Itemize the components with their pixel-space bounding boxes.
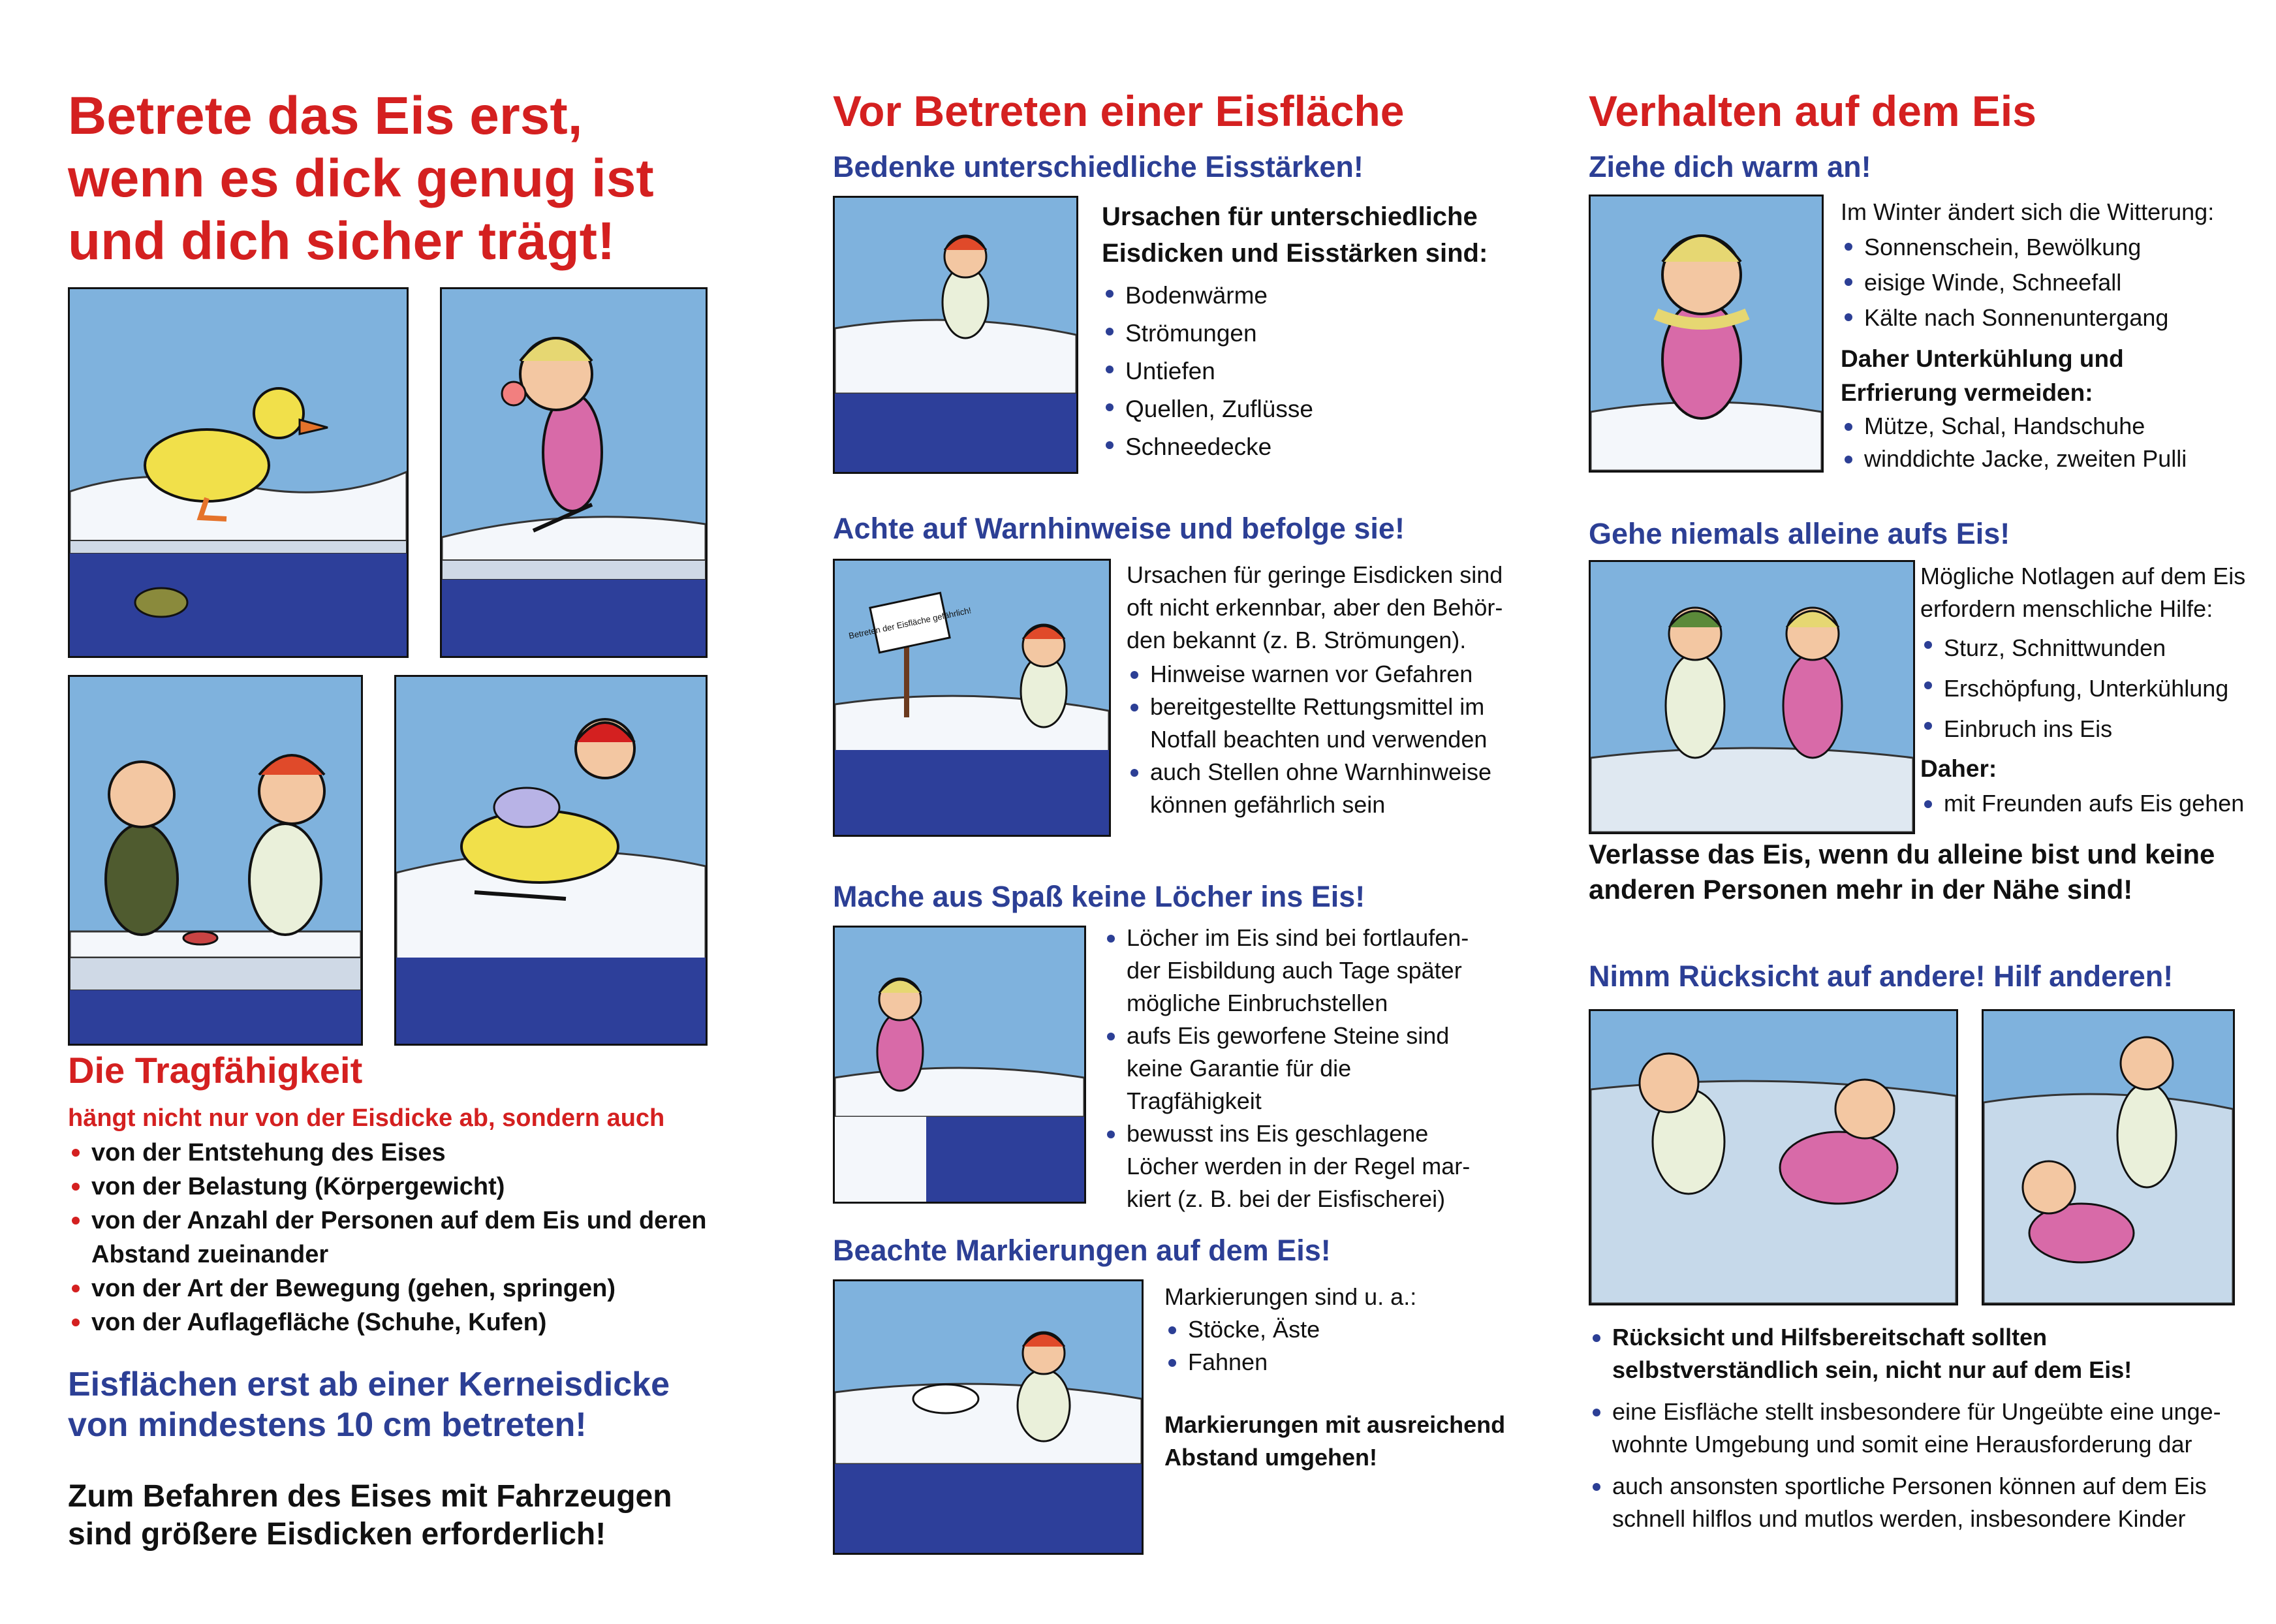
list-item: Untiefen [1102, 352, 1467, 390]
section-heading-warm-anziehen: Ziehe dich warm an! [1589, 150, 1871, 183]
list-item: aufs Eis geworfene Steine sind keine Garantie für die Tragfähigkeit [1103, 1020, 1486, 1117]
headline-line-2: wenn es dick genug ist [68, 149, 654, 208]
warning-sign-text: Betreten der Eisfläche gefährlich! [847, 605, 973, 641]
list-item: Schneedecke [1102, 428, 1467, 466]
thickness-note-line-1: Eisflächen erst ab einer Kerneisdicke [68, 1366, 670, 1403]
list-item: eisige Winde, Schneefall [1841, 265, 2232, 300]
list-item: eine Eisfläche stellt insbesondere für Ungeübte eine unge-wohnte Umgebung und somit eine Herausforderung dar [1589, 1396, 2241, 1461]
illustration-boy-on-ice-edge [833, 196, 1078, 474]
alleine-list [1920, 628, 2247, 749]
alleine-lead-line-2: erfordern menschliche Hilfe: [1920, 595, 2213, 622]
illustration-skating-girl [440, 287, 708, 658]
illustration-two-skaters [1589, 560, 1915, 834]
list-item: auch ansonsten sportliche Personen können auf dem Eis schnell hilflos und mutlos werden, insbesondere Kinder [1589, 1470, 2241, 1535]
warnhinweise-list [1127, 658, 1492, 821]
factor-item: von der Belastung (Körpergewicht) [68, 1170, 721, 1204]
middle-title: Vor Betreten einer Eisfläche [833, 87, 1405, 135]
list-item: Rücksicht und Hilfsbereitschaft sollten selbstverständlich sein, nicht nur auf dem Eis! [1589, 1321, 2241, 1386]
ruecksicht-list [1589, 1321, 2241, 1535]
list-item: Stöcke, Äste [1164, 1313, 1478, 1346]
list-item: Sonnenschein, Bewölkung [1841, 230, 2232, 265]
list-item: Quellen, Zuflüsse [1102, 390, 1467, 428]
warnhinweise-lead-line-3: den bekannt (z. B. Strömungen). [1127, 627, 1467, 653]
list-item: bereitgestellte Rettungsmittel im Notfall beachten und verwenden [1127, 691, 1492, 756]
thickness-note-line-2: von mindestens 10 cm betreten! [68, 1406, 587, 1444]
markierungen-warning [1164, 1409, 1505, 1474]
alleine-warning-line-2: anderen Personen mehr in der Nähe sind! [1589, 874, 2133, 905]
factor-item: von der Auflagefläche (Schuhe, Kufen) [68, 1305, 721, 1339]
vehicle-note [68, 1478, 672, 1554]
list-item: mit Freunden aufs Eis gehen [1920, 787, 2260, 820]
warnhinweise-lead-line-1: Ursachen für geringe Eisdicken sind [1127, 561, 1503, 588]
illustration-collision [1589, 1009, 1958, 1305]
section-heading-warnhinweise: Achte auf Warnhinweise und befolge sie! [833, 512, 1405, 545]
illustration-warning-sign [833, 559, 1111, 837]
loecher-list [1103, 922, 1486, 1215]
eisstaerken-lead-line-2: Eisdicken und Eisstärken sind: [1102, 239, 1488, 268]
eisstaerken-lead [1102, 198, 1488, 272]
list-item: winddichte Jacke, zweiten Pulli [1841, 443, 2232, 475]
tragfaehigkeit-heading: Die Tragfähigkeit [68, 1050, 363, 1091]
section-heading-loecher: Mache aus Spaß keine Löcher ins Eis! [833, 880, 1365, 913]
section-heading-eisstaerken: Bedenke unterschiedliche Eisstärken! [833, 150, 1364, 183]
illustration-girl-throwing-stone [833, 926, 1086, 1204]
main-headline [68, 85, 753, 273]
vehicle-note-line-2: sind größere Eisdicken erforderlich! [68, 1517, 606, 1552]
list-item: Kälte nach Sonnenuntergang [1841, 300, 2232, 336]
list-item: Hinweise warnen vor Gefahren [1127, 658, 1492, 691]
section-heading-niemals-alleine: Gehe niemals alleine aufs Eis! [1589, 517, 2010, 550]
list-item: Strömungen [1102, 315, 1467, 352]
warm-lead: Im Winter ändert sich die Witterung: [1841, 198, 2215, 225]
illustration-warm-clothes [1589, 195, 1824, 473]
illustration-ice-stock-players [68, 675, 363, 1046]
warnhinweise-lead-line-2: oft nicht erkennbar, aber den Behör- [1127, 594, 1503, 621]
headline-line-1: Betrete das Eis erst, [68, 86, 583, 146]
list-item: Bodenwärme [1102, 277, 1467, 315]
factor-item: von der Art der Bewegung (gehen, springen) [68, 1272, 721, 1305]
headline-line-3: und dich sicher trägt! [68, 211, 616, 271]
illustration-ice-fishing [833, 1279, 1144, 1555]
warm-bold-line-2: Erfrierung vermeiden: [1841, 379, 2093, 406]
markierungen-lead: Markierungen sind u. a.: [1164, 1283, 1417, 1310]
factor-item: von der Anzahl der Personen auf dem Eis und deren Abstand zueinander [68, 1204, 721, 1272]
warnhinweise-lead [1127, 559, 1503, 657]
warm-bold-line-1: Daher Unterkühlung und [1841, 345, 2124, 372]
markierungen-list [1164, 1313, 1478, 1379]
markierungen-warning-line-1: Markierungen mit ausreichend [1164, 1411, 1506, 1438]
list-item: auch Stellen ohne Warnhinweise können gefährlich sein [1127, 756, 1492, 821]
list-item: Mütze, Schal, Handschuhe [1841, 410, 2232, 443]
list-item: Einbruch ins Eis [1920, 709, 2247, 749]
tragfaehigkeit-intro: hängt nicht nur von der Eisdicke ab, sondern auch [68, 1104, 665, 1132]
vehicle-note-line-1: Zum Befahren des Eises mit Fahrzeugen [68, 1479, 672, 1514]
section-heading-markierungen: Beachte Markierungen auf dem Eis! [833, 1234, 1331, 1267]
alleine-warning [1589, 837, 2215, 907]
factor-item: von der Entstehung des Eises [68, 1136, 721, 1170]
list-item: Fahnen [1164, 1346, 1478, 1379]
markierungen-warning-line-2: Abstand umgehen! [1164, 1444, 1378, 1471]
illustration-snowmobile [394, 675, 708, 1046]
warm-bold [1841, 342, 2124, 410]
list-item: Erschöpfung, Unterkühlung [1920, 668, 2247, 709]
alleine-bold: Daher: [1920, 755, 1997, 782]
alleine-lead [1920, 560, 2245, 625]
alleine-lead-line-1: Mögliche Notlagen auf dem Eis [1920, 563, 2246, 589]
alleine-list-2 [1920, 787, 2260, 820]
warm-list [1841, 230, 2232, 336]
warm-list-2 [1841, 410, 2232, 475]
thickness-note [68, 1364, 670, 1445]
list-item: Sturz, Schnittwunden [1920, 628, 2247, 668]
alleine-warning-line-1: Verlasse das Eis, wenn du alleine bist und keine [1589, 839, 2215, 869]
eisstaerken-list [1102, 277, 1467, 466]
section-heading-ruecksicht: Nimm Rücksicht auf andere! Hilf anderen! [1589, 960, 2174, 993]
illustration-helping-up [1982, 1009, 2235, 1305]
list-item: Löcher im Eis sind bei fortlaufen-der Eisbildung auch Tage später mögliche Einbruchstellen [1103, 922, 1486, 1020]
illustration-duck-on-ice [68, 287, 409, 658]
tragfaehigkeit-factors [68, 1136, 721, 1339]
eisstaerken-lead-line-1: Ursachen für unterschiedliche [1102, 202, 1478, 231]
list-item: bewusst ins Eis geschlagene Löcher werden in der Regel mar-kiert (z. B. bei der Eisfischerei) [1103, 1117, 1486, 1215]
right-title: Verhalten auf dem Eis [1589, 87, 2036, 135]
